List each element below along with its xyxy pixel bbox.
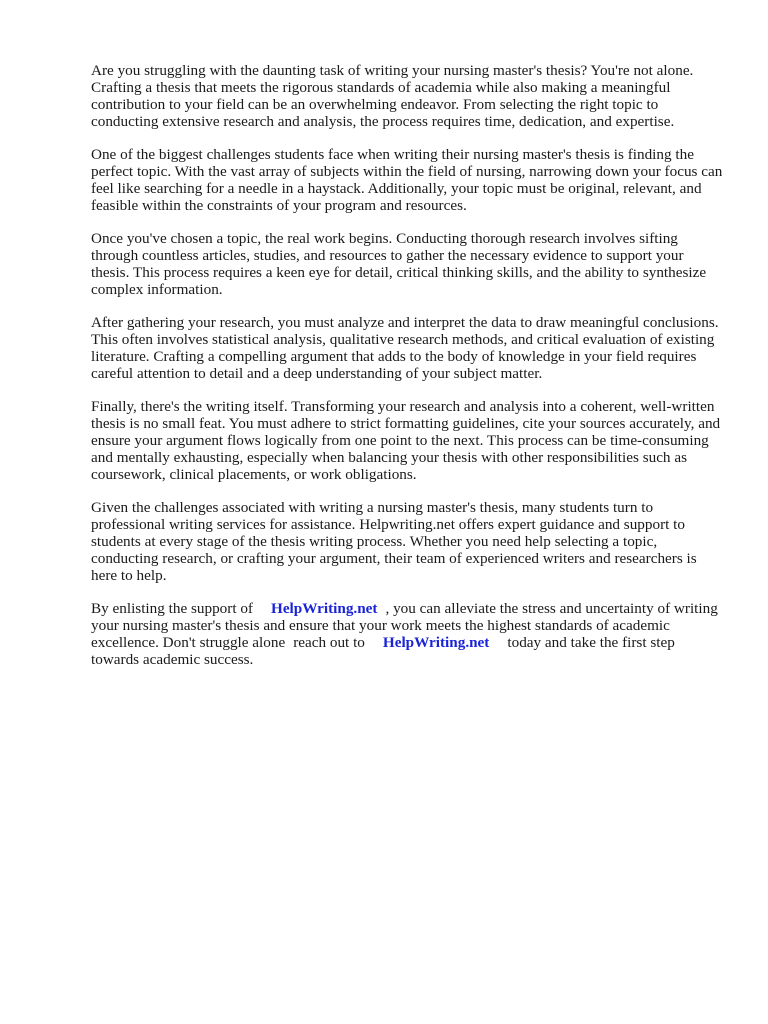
paragraph-closing: [91, 600, 723, 668]
paragraph-services: Given the challenges associated with writing a nursing master's thesis, many students turn to professional writing services for assistance. Helpwriting.net offers expert guidance and support to students at every stage of the thesis writing process. Whether you need help selecting a topic, conducting research, or crafting your argument, their team of experienced writers and researchers is here to help.: [91, 499, 697, 584]
paragraph-writing: Finally, there's the writing itself. Transforming your research and analysis into a coherent, well-written thesis is no small feat. You must adhere to strict formatting guidelines, cite your sources accurately, and ensure your argument flows logically from one point to the next. This process can be time-consuming and mentally exhausting, especially when balancing your thesis with other responsibilities such as coursework, clinical placements, or work obligations.: [91, 398, 721, 483]
helpwriting-link-1[interactable]: HelpWriting.net: [271, 600, 378, 617]
helpwriting-link-2[interactable]: HelpWriting.net: [382, 634, 490, 651]
closing-text-2: , you can alleviate the stress and uncertainty of writing your nursing master's thesis and ensure that your work meets the highest standards of academic excellence. Don't struggle alone: [91, 600, 718, 651]
paragraph-analysis: After gathering your research, you must analyze and interpret the data to draw meaningful conclusions. This often involves statistical analysis, qualitative research methods, and critical evaluation of existing literature. Crafting a compelling argument that adds to the body of knowledge in your field requires careful attention to detail and a deep understanding of your subject matter.: [91, 314, 719, 382]
closing-text-4: today and take the first step towards academic success.: [91, 634, 675, 668]
closing-text-1: By enlisting the support of: [91, 600, 253, 617]
paragraph-intro: Are you struggling with the daunting task of writing your nursing master's thesis? You're not alone. Crafting a thesis that meets the rigorous standards of academia while also making a meaningful contribution to your field can be an overwhelming endeavor. From selecting the right topic to conducting extensive research and analysis, the process requires time, dedication, and expertise.: [91, 62, 694, 130]
closing-text-3: reach out to: [293, 634, 365, 651]
document-body: [91, 62, 723, 684]
paragraph-topic: One of the biggest challenges students face when writing their nursing master's thesis is finding the perfect topic. With the vast array of subjects within the field of nursing, narrowing down your focus can feel like searching for a needle in a haystack. Additionally, your topic must be original, relevant, and feasible within the constraints of your program and resources.: [91, 146, 723, 214]
paragraph-research: Once you've chosen a topic, the real work begins. Conducting thorough research involves sifting through countless articles, studies, and resources to gather the necessary evidence to support your thesis. This process requires a keen eye for detail, critical thinking skills, and the ability to synthesize complex information.: [91, 230, 707, 298]
